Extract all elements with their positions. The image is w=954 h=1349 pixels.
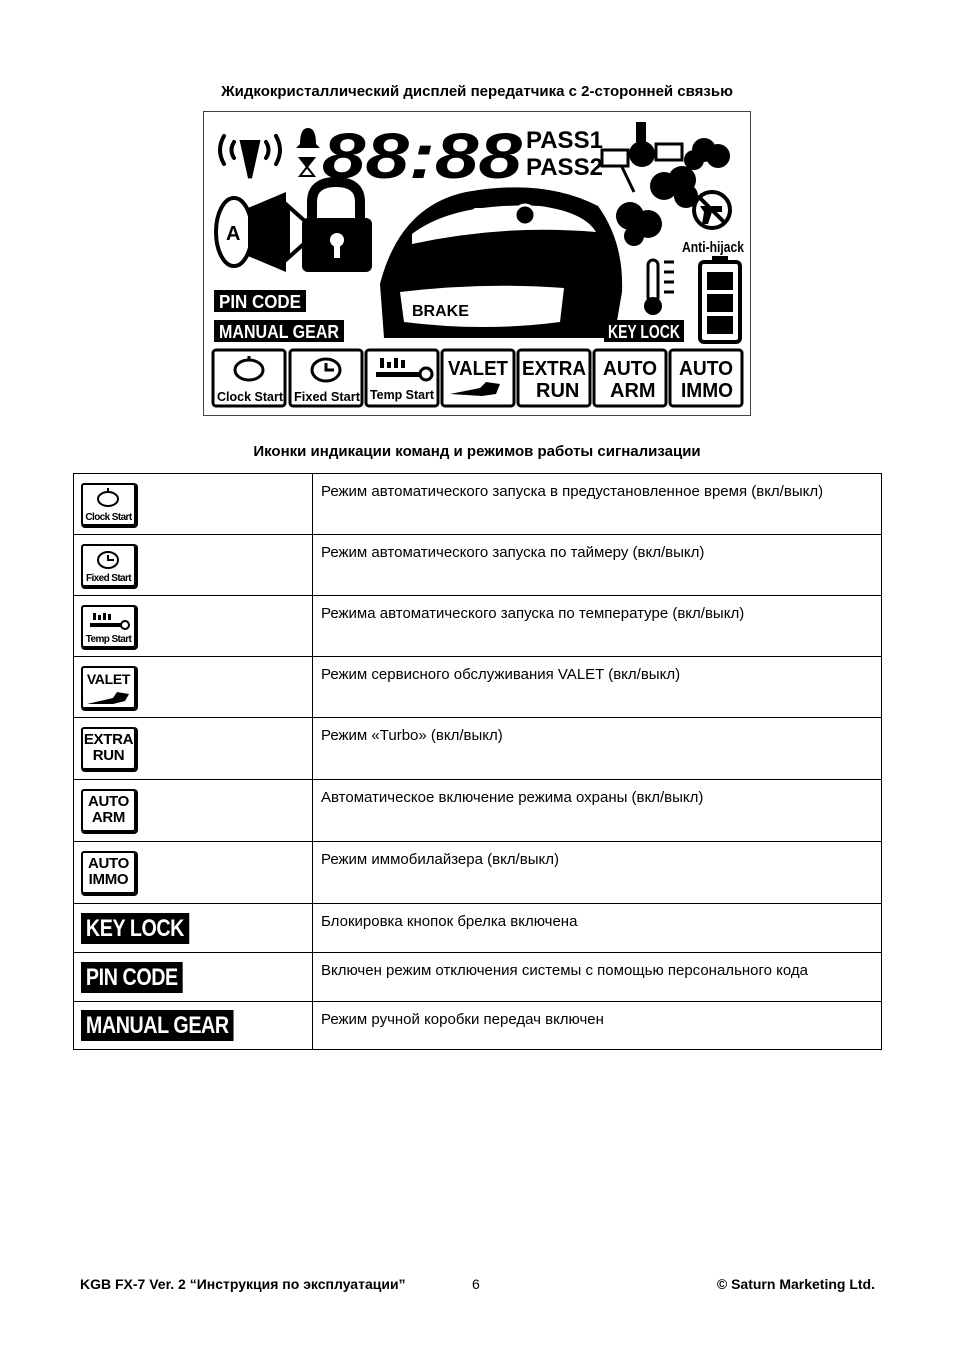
lcd-pin-code: PIN CODE [219,292,301,312]
anti-hijack-label: Anti-hijack [682,239,745,256]
table-row [74,657,882,718]
table-row [74,904,882,953]
wrench-icon [450,382,500,396]
valet-icon: VALET [81,666,136,709]
bell-icon [296,128,320,148]
brake-label: BRAKE [412,303,469,320]
fixed-start-icon: Fixed Start [81,544,136,587]
lcd-fixed-start: Fixed Start [294,389,361,404]
lcd-temp-start: Temp Start [370,387,435,402]
lcd-extra: EXTRA [522,358,586,380]
row-description: Режим сервисного обслуживания VALET (вкл/выкл) [313,657,882,718]
row-description: Режим автоматического запуска по таймеру (вкл/выкл) [313,535,882,596]
clock-icon [312,359,340,381]
row-description: Блокировка кнопок брелка включена [313,904,882,953]
auto-immo-icon: AUTO IMMO [81,851,136,894]
lcd-auto-immo-top: AUTO [679,358,733,380]
row-description: Режима автоматического запуска по температуре (вкл/выкл) [313,596,882,657]
row-description: Режим иммобилайзера (вкл/выкл) [313,842,882,904]
footer-copyright: © Saturn Marketing Ltd. [716,1276,875,1292]
antenna-icon [220,136,280,178]
table-row [74,953,882,1002]
lcd-key-lock: KEY LOCK [608,322,680,342]
table-row [74,1002,882,1050]
icons-heading: Иконки индикации команд и режимов работы сигнализации [253,443,701,460]
time-digits: 88:88 [322,120,523,192]
lcd-immo: IMMO [681,380,733,402]
anti-hijack-icon [694,192,730,228]
pass2-label: PASS2 [526,154,603,181]
key-lock-badge: KEY LOCK [81,913,189,944]
lcd-run: RUN [536,380,580,402]
auto-arm-icon: AUTO ARM [81,789,136,832]
temp-start-icon: Temp Start [81,605,136,648]
row-description: Режим автоматического запуска в предустановленное время (вкл/выкл) [313,474,882,535]
row-description: Режим ручной коробки передач включен [313,1002,882,1050]
table-row [74,596,882,657]
manual-gear-badge: MANUAL GEAR [81,1010,234,1041]
stopwatch-icon [235,356,263,380]
table-row [74,474,882,535]
auto-letter: A [226,223,241,245]
lcd-arm: ARM [610,380,656,402]
hourglass-icon [300,158,314,176]
thermometer-icon [644,260,674,315]
icons-table [73,473,882,1050]
pass1-label: PASS1 [526,127,603,154]
display-heading: Жидкокристаллический дисплей передатчика с 2-сторонней связью [221,83,733,100]
table-row [74,780,882,842]
lcd-manual-gear: MANUAL GEAR [219,322,339,342]
table-row [74,535,882,596]
table-row [74,718,882,780]
lcd-clock-start: Clock Start [217,389,284,404]
table-row [74,842,882,904]
clock-start-icon: Clock Start [81,483,136,526]
footer-document-title: KGB FX-7 Ver. 2 “Инструкция по эксплуатации” [80,1276,406,1292]
lcd-display-illustration [203,111,751,416]
row-description: Включен режим отключения системы с помощью персонального кода [313,953,882,1002]
lcd-valet: VALET [448,358,508,380]
lcd-auto-arm-top: AUTO [603,358,657,380]
footer-page-number: 6 [472,1276,480,1292]
pin-code-badge: PIN CODE [81,962,183,993]
row-description: Автоматическое включение режима охраны (вкл/выкл) [313,780,882,842]
extra-run-icon: EXTRA RUN [81,727,136,770]
battery-icon [700,256,740,342]
temp-scale-icon [376,358,432,380]
row-description: Режим «Turbo» (вкл/выкл) [313,718,882,780]
padlock-icon [302,182,372,272]
